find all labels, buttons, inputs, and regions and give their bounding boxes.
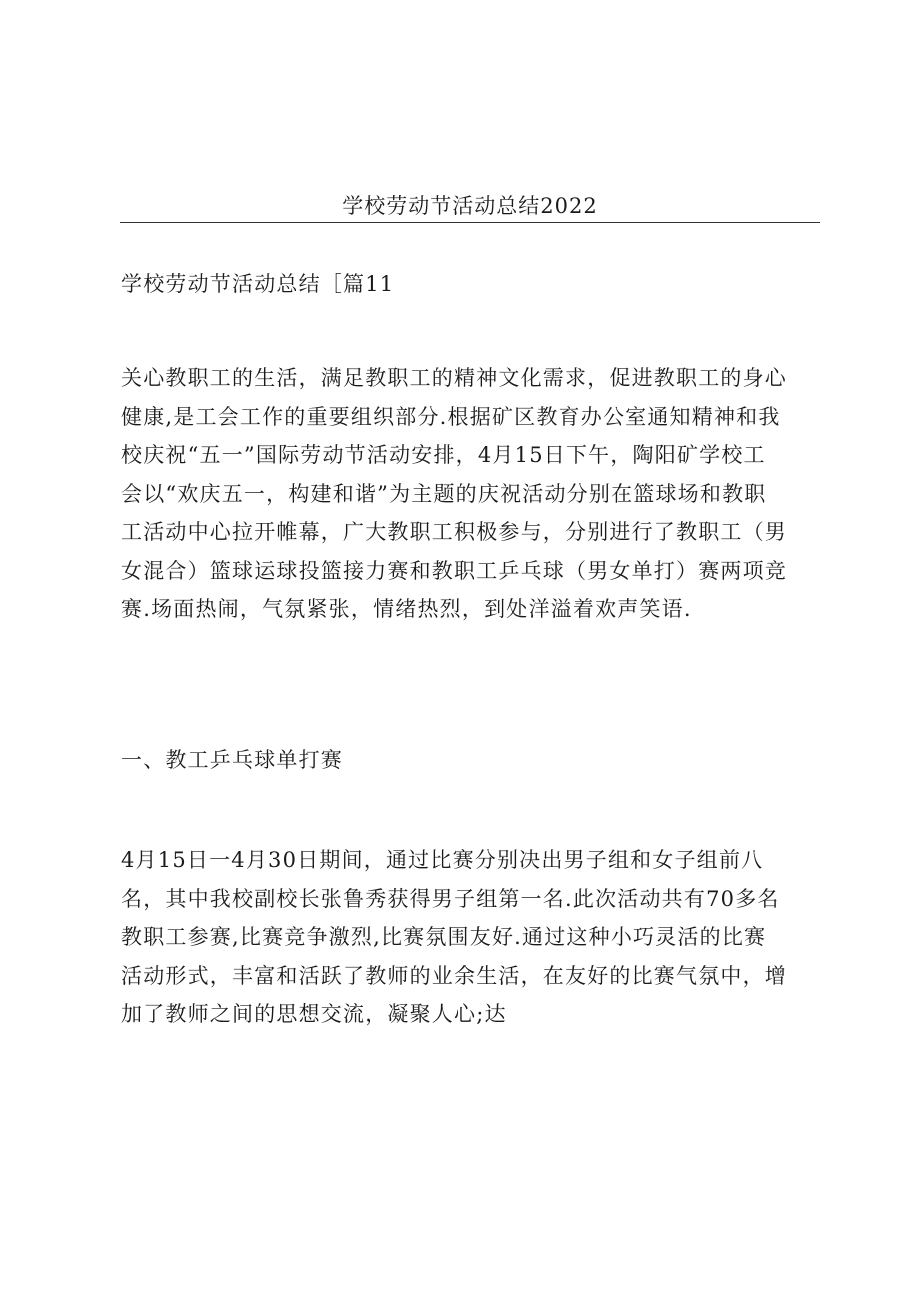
paragraph-line: 名，其中我校副校长张鲁秀获得男子组第一名.此次活动共有70多名 xyxy=(121,886,780,911)
intro-paragraph xyxy=(121,359,821,629)
paragraph-line: 4月15日一4月30日期间，通过比赛分别决出男子组和女子组前八 xyxy=(121,848,764,872)
body-paragraph xyxy=(121,841,821,1034)
paragraph-line: 校庆祝“五一”国际劳动节活动安排，4月15日下午，陶阳矿学校工 xyxy=(121,443,766,467)
paragraph-line: 工活动中心拉开帷幕，广大教职工积极参与，分别进行了教职工（男 xyxy=(121,520,787,544)
section-heading: 一、教工乒乓球单打赛 xyxy=(121,748,343,772)
paragraph-line: 健康,是工会工作的重要组织部分.根据矿区教育办公室通知精神和我 xyxy=(121,404,781,429)
paragraph-line: 女混合）篮球运球投篮接力赛和教职工乒乓球（男女单打）赛两项竞 xyxy=(121,558,787,583)
document-header-title: 学校劳动节活动总结2022 xyxy=(342,194,598,218)
section-title: 学校劳动节活动总结［篇11 xyxy=(121,272,395,296)
paragraph-line: 加了教师之间的思想交流，凝聚人心;达 xyxy=(121,1002,507,1026)
paragraph-line: 赛.场面热闹，气氛紧张，情绪热烈，到处洋溢着欢声笑语. xyxy=(121,597,692,621)
paragraph-line: 教职工参赛,比赛竞争激烈,比赛氛围友好.通过这种小巧灵活的比赛 xyxy=(121,925,767,949)
paragraph-line: 会以“欢庆五一，构建和谐”为主题的庆祝活动分别在篮球场和教职 xyxy=(121,481,767,506)
paragraph-line: 关心教职工的生活，满足教职工的精神文化需求，促进教职工的身心 xyxy=(121,366,787,390)
paragraph-line: 活动形式，丰富和活跃了教师的业余生活，在友好的比赛气氛中，增 xyxy=(121,963,787,988)
header-divider xyxy=(120,222,820,223)
